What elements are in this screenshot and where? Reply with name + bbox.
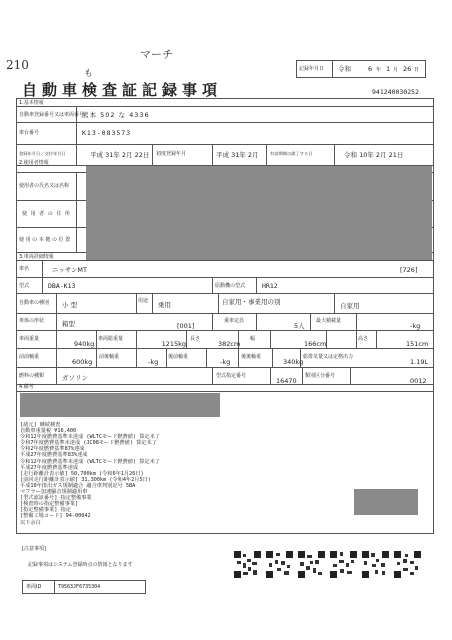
vehicle-id-value: T9563JF6735304: [58, 584, 101, 590]
width-value: 166cm: [304, 340, 327, 348]
rear-front-axle-value: -kg: [220, 358, 231, 366]
use-label: 用途: [138, 298, 149, 304]
rear-front-axle-label: 後前軸重: [168, 354, 189, 360]
front-front-axle-label: 前前軸重: [19, 354, 40, 360]
model-name-value: ニッサンMT: [52, 266, 87, 274]
record-date-year: 6: [368, 65, 373, 73]
front-rear-axle-value: -kg: [148, 358, 159, 366]
remarks-list: [20, 422, 160, 526]
qr-code-4: [330, 551, 357, 578]
user-name-label: 使用者の氏名又は名称: [19, 183, 70, 189]
remarks-line: 令和7年度燃費基準未達成 (JC08モード燃費値) 算定未了: [20, 440, 157, 447]
vehicle-id-label: 車両ID: [26, 584, 42, 590]
gross-weight-value: 1215kg: [161, 340, 186, 348]
remarks-line: 以下余白: [20, 519, 41, 526]
gross-weight-label: 車両総重量: [98, 336, 124, 342]
use-value: 乗用: [158, 301, 171, 309]
length-value: 382cm: [218, 340, 241, 348]
record-date-era: 令和: [338, 65, 351, 73]
handwritten-mark: も: [84, 69, 94, 79]
remarks-line: 令和2年度燃費基準87%達成: [20, 446, 85, 453]
document-number: 941240030252: [372, 88, 419, 96]
registration-number-label: 自動車登録番号又は車両番号: [19, 112, 85, 118]
capacity-value: 5人: [294, 322, 305, 330]
first-registration-value: 平成 31年 2月: [216, 151, 259, 159]
record-date-month: 1: [386, 65, 391, 73]
notes-heading: [注意事項]: [22, 546, 46, 552]
model-name-code: [726]: [400, 266, 418, 274]
type-value: DBA-K13: [48, 282, 76, 290]
height-value: 151cm: [406, 340, 429, 348]
remarks-line: 令和12年度燃費基準未達成 (WLTCモード燃費値) 算定未了: [20, 458, 160, 465]
redaction-remarks-top: [20, 393, 220, 417]
class-number-label: 類別区分番号: [305, 373, 336, 379]
base-location-label: 使 用 の 本 拠 の 位 置: [19, 237, 71, 243]
rear-rear-axle-label: 後後軸重: [241, 354, 262, 360]
vehicle-kind-value: 小 型: [62, 301, 78, 309]
qr-code-5: [362, 551, 389, 578]
capacity-label: 乗車定員: [224, 318, 245, 324]
height-label: 高さ: [358, 336, 369, 342]
remarks-line: 自動車重量税 ¥16,400: [20, 428, 77, 435]
remarks-line: [諸元] 継続検査: [20, 422, 61, 428]
handwritten-note: マーチ: [140, 48, 173, 61]
fuel-type-label: 燃料の種類: [19, 373, 45, 379]
section-remarks-heading: 4.備考: [19, 384, 34, 390]
width-label: 幅: [250, 336, 256, 342]
remarks-line: 平成27年度燃費基準83%達成: [20, 452, 88, 459]
engine-type-value: HR12: [262, 282, 278, 290]
record-date-label: 記録年月日: [299, 66, 325, 72]
remarks-line: [整備工場コード] 94-00042: [20, 513, 91, 520]
type-designation-label: 型式指定番号: [216, 373, 247, 379]
model-name-label: 車名: [19, 266, 30, 272]
expiry-date-label: 有効期間の満了する日: [270, 151, 313, 157]
vehicle-weight-value: 940kg: [74, 340, 95, 348]
body-shape-code: [001]: [177, 322, 195, 330]
section-user-heading: 2.使用者情報: [19, 160, 49, 166]
body-shape-value: 箱型: [62, 320, 75, 328]
chassis-number-value: K13-083573: [82, 129, 132, 137]
remarks-line: 令和12年度燃費基準未達成 (WLTCモード燃費値) 算定未了: [20, 434, 160, 441]
chassis-number-label: 車台番号: [19, 130, 40, 136]
expiry-date-value: 令和 10年 2月 21日: [344, 151, 404, 159]
displacement-label: 総排気量又は定格出力: [303, 354, 354, 360]
remarks-line: [指定整備事業] 指定: [20, 507, 71, 514]
handwritten-number: 210: [6, 58, 29, 72]
section-vehicle-heading: 3.車両詳細情報: [19, 254, 54, 260]
remarks-line: [前回走行距離計表示値] 31,300km (令和4年2月5日): [20, 476, 151, 483]
private-use-value: 自家用: [340, 302, 360, 310]
max-load-label: 最大積載量: [316, 318, 342, 324]
registration-number-value: 熊本 502 な 4336: [82, 111, 150, 119]
qr-code-2: [266, 551, 293, 578]
user-address-label: 使 用 者 の 住 所: [22, 211, 71, 217]
front-rear-axle-label: 前後軸重: [99, 354, 120, 360]
remarks-line: 平成10年排出ガス規制適合 適合車判別記号 5BA: [20, 482, 136, 489]
redaction-remarks-right: [354, 489, 418, 515]
remarks-line: 平成27年度燃費基準達成: [20, 464, 79, 471]
length-label: 長さ: [190, 336, 201, 342]
vehicle-kind-label: 自動車の種別: [19, 300, 50, 306]
remarks-line: マフラー加速騒音規制適用車: [20, 489, 88, 496]
remarks-line: [走行距離計表示値] 50,700km (令和6年1月26日): [20, 470, 144, 477]
type-label: 型式: [19, 283, 30, 289]
record-date-day: 26: [403, 65, 412, 73]
type-designation-value: 16470: [276, 377, 297, 385]
section-basic-heading: 1.基本情報: [19, 100, 44, 106]
class-number-value: 0012: [410, 377, 427, 385]
qr-code-3: [298, 551, 325, 578]
qr-code-6: [394, 551, 421, 578]
front-front-axle-value: 600kg: [72, 358, 93, 366]
first-registration-label: 初度登録年月: [156, 151, 187, 157]
body-shape-label: 車体の形状: [19, 318, 45, 324]
qr-code-1: [234, 551, 261, 578]
registration-date-label: 登録年月日／交付年月日: [19, 151, 66, 157]
rear-rear-axle-value: 340kg: [283, 358, 304, 366]
displacement-value: 1.19L: [410, 358, 429, 366]
notes-text: 記録事項はシステム登録時点の情報となります: [28, 562, 133, 568]
document-title: 自動車検査証記録事項: [22, 81, 223, 99]
engine-type-label: 原動機の型式: [215, 283, 246, 289]
registration-date-value: 平成 31年 2月 22日: [90, 151, 150, 159]
redaction-user-info: [86, 166, 432, 260]
max-load-value: -kg: [410, 322, 421, 330]
remarks-line: [型式認証番号] 指定整備事業: [20, 495, 92, 502]
purpose-value: 自家用・事業用の別: [222, 298, 281, 306]
vehicle-weight-label: 車両重量: [19, 336, 40, 342]
remarks-line: [検査時の指定整備事業]: [20, 501, 79, 508]
fuel-type-value: ガソリン: [62, 374, 88, 382]
